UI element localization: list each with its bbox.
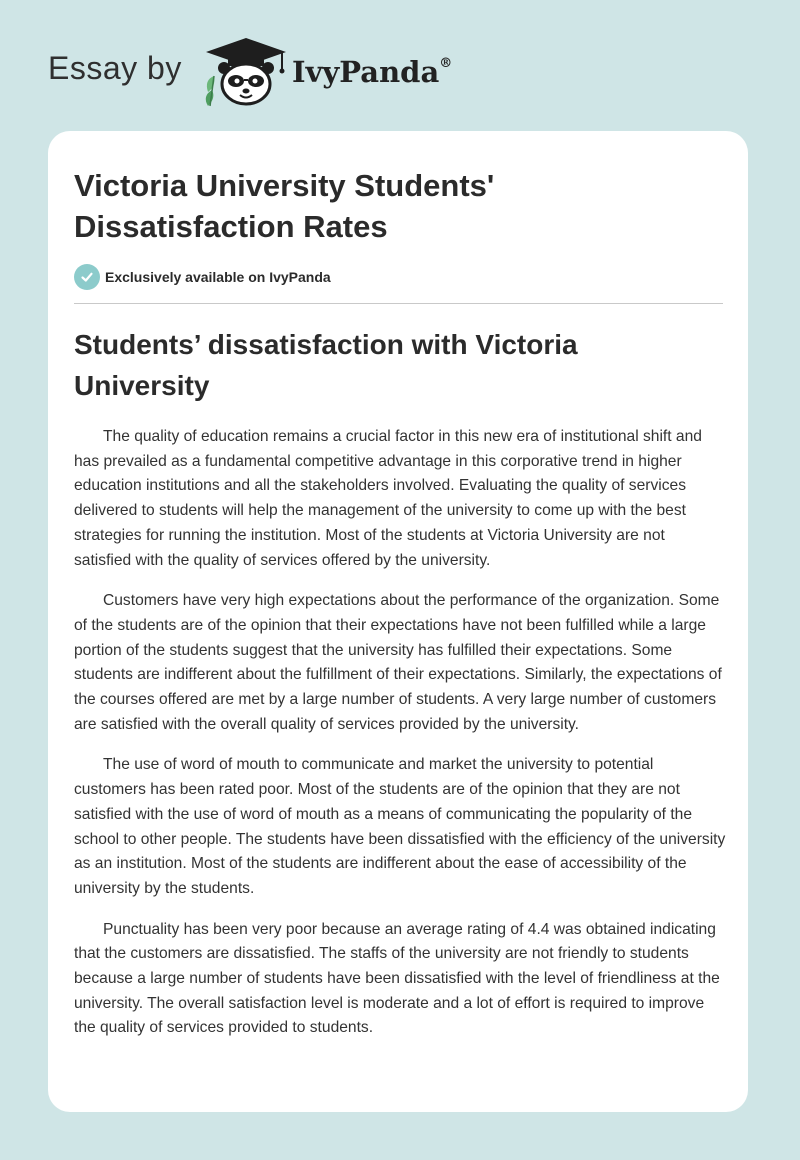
registered-mark: ®	[439, 56, 453, 72]
ivypanda-logo[interactable]	[200, 36, 292, 113]
panda-graduate-icon	[200, 36, 292, 108]
section-heading: Students’ dissatisfaction with Victoria University	[74, 329, 578, 401]
logo-name-text: IvyPanda	[292, 55, 440, 89]
brand-prefix: Essay by	[48, 50, 182, 86]
article-card	[48, 131, 748, 1112]
paragraph: Punctuality has been very poor because an average rating of 4.4 was obtained indicating that the customers are dissatisfied. The staffs of the university are not friendly to students because a large number of students have been dissatisfied with the level of friendliness at the university. The overall satisfaction level is moderate and a lot of effort is required to improve the quality of services provided to students.	[74, 920, 720, 1037]
divider	[74, 303, 723, 304]
exclusive-badge	[74, 264, 331, 290]
logo-wordmark[interactable]	[292, 55, 452, 89]
page-title: Victoria University Students' Dissatisfaction Rates	[74, 168, 495, 244]
paragraph: The quality of education remains a crucial factor in this new era of institutional shift and has prevailed as a fundamental competitive advantage in this corporative trend in higher education institutions and all the stakeholders involved. Evaluating the quality of services delivered to students will help the management of the university to come up with the best strategies for running the institution. Most of the students at Victoria University are not satisfied with the quality of services offered by the university.	[74, 428, 702, 569]
badge-label: Exclusively available on IvyPanda	[105, 269, 331, 285]
paragraph: The use of word of mouth to communicate and market the university to potential customers has been rated poor. Most of the students are of the opinion that they are not satisfied with the use of word of mouth as a means of communicating the popularity of the school to other people. The students have been dissatisfied with the efficiency of the university as an institution. Most of the students are indifferent about the ease of accessibility of the university by the students.	[74, 756, 726, 897]
article-body	[74, 425, 726, 1057]
paragraph: Customers have very high expectations about the performance of the organization. Some of the students are of the opinion that their expectations have not been fulfilled while a large portion of the students suggest that the university has fulfilled their expectations. Some students are indifferent about the fulfillment of their expectations. Similarly, the expectations of the courses offered are met by a large number of students. A very large number of customers are satisfied with the overall quality of services provided by the university.	[74, 592, 722, 733]
site-header	[0, 0, 800, 130]
check-icon	[74, 264, 100, 290]
